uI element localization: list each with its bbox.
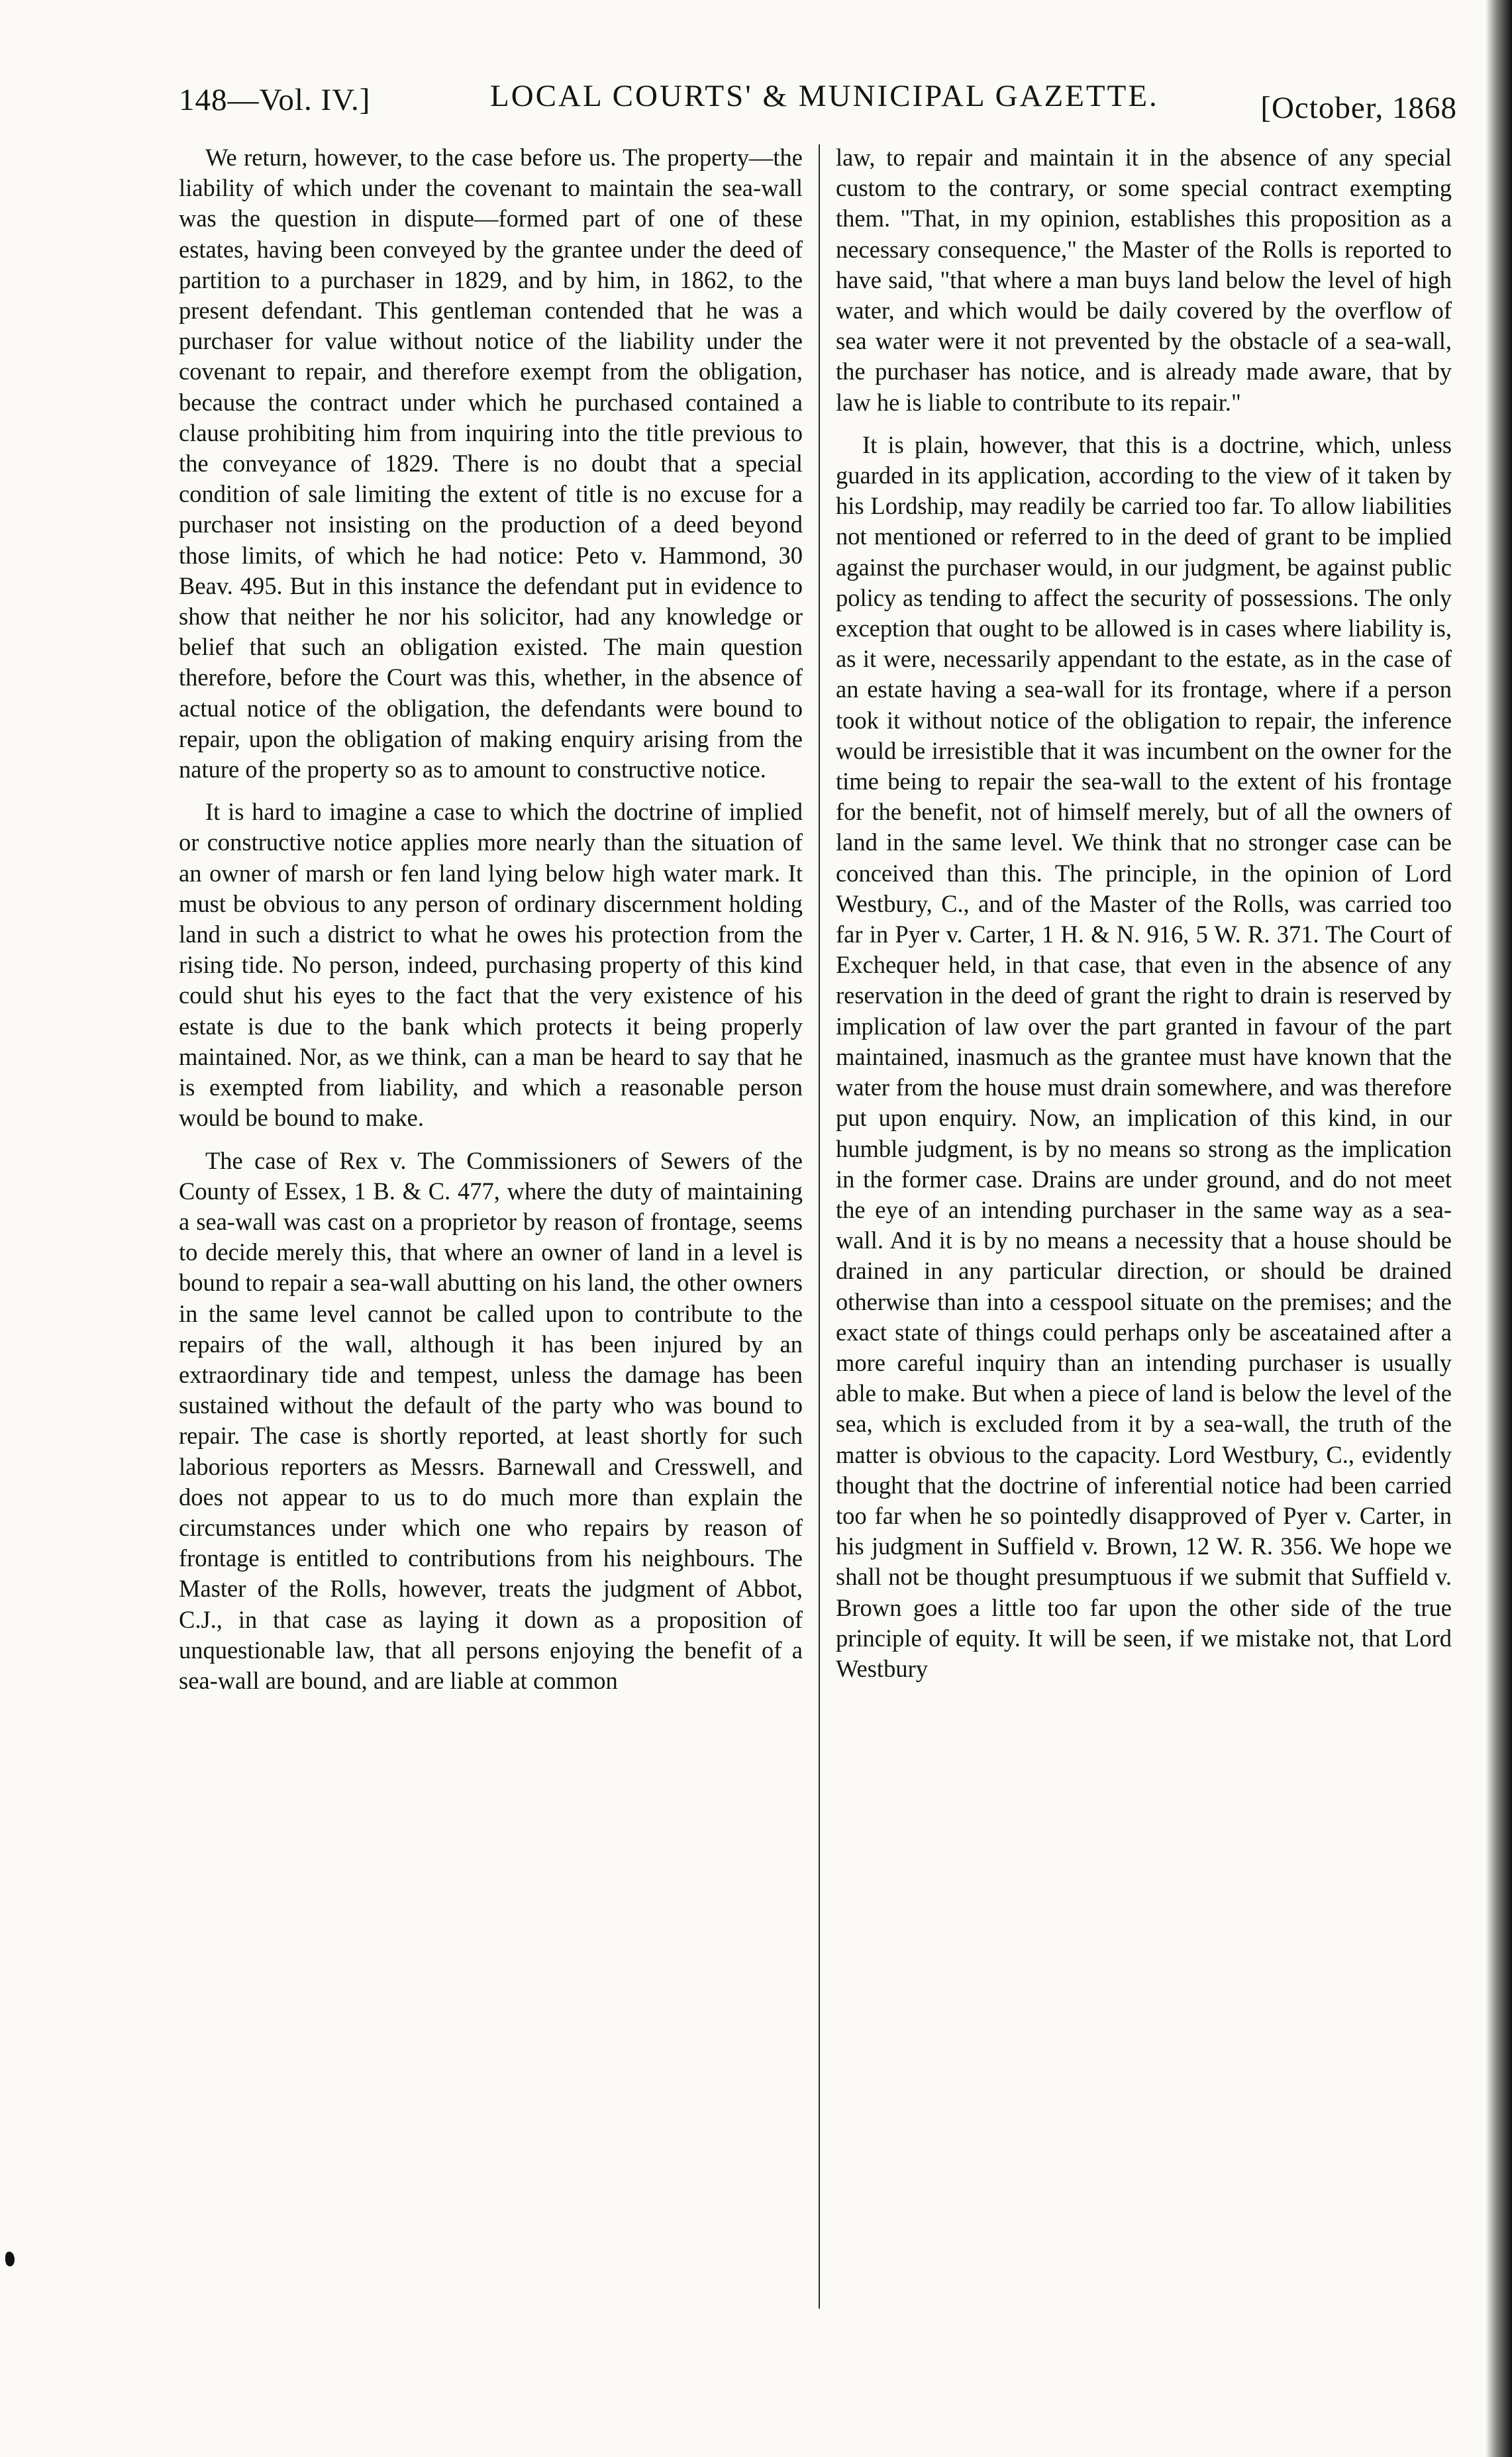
paragraph: It is plain, however, that this is a doctrine, which, unless guarded in its application, according to the view of it taken by his Lordship, may readily be carried too far. To allow liabilities not mentioned or referred to in the deed of grant to be implied against the purchaser would, in our judgment, be against public policy as tending to affect the security of possessions. The only exception that ought to be allowed is in cases where liability is, as it were, necessarily appendant to the estate, as in the case of an estate having a sea-wall for its frontage, where if a person took it without notice of the obligation to repair, the inference would be irresistible that it was incumbent on the owner for the time being to repair the sea-wall to the extent of his frontage for the benefit, not of himself merely, but of all the owners of land in the same level. We think that no stronger case can be conceived than this. The principle, in the opinion of Lord Westbury, C., and of the Master of the Rolls, was carried too far in Pyer v. Carter, 1 H. & N. 916, 5 W. R. 371. The Court of Exchequer held, in that case, that even in the absence of any reservation in the deed of grant the right to drain is reserved by implication of law over the part granted in favour of the part maintained, inasmuch as the grantee must have known that the water from the house must drain somewhere, and was therefore put upon enquiry. Now, an implication of this kind, in our humble judgment, is by no means so strong as the implication in the former case. Drains are under ground, and do not meet the eye of an intending purchaser in the same way as a sea-wall. And it is by no means a necessity that a house should be drained in any particular direction, or should be drained otherwise than into a cesspool situate on the premises; and the exact state of things could perhaps only be asceatained after a more careful inquiry than an intending purchaser is usually able to make. But when a piece of land is below the level of the sea, which is excluded from it by a sea-wall, the truth of the matter is obvious to the capacity. Lord Westbury, C., evidently thought that the doctrine of inferential notice had been carried too far when he so pointedly disapproved of Pyer v. Carter, in his judgment in Suffield v. Brown, 12 W. R. 356. We hope we shall not be thought presumptuous if we submit that Suffield v. Brown goes a little too far upon the other side of the true principle of equity. It will be seen, if we mistake not, that Lord Westbury (836, 430, 1452, 1682)
column-divider (819, 144, 820, 2309)
left-column (179, 142, 803, 1708)
issue-date: [October, 1868 (1260, 91, 1457, 125)
paragraph: We return, however, to the case before us. The property—the liability of which under the covenant to maintain the sea-wall was the question in dispute—formed part of one of these estates, having been conveyed by the grantee under the deed of partition to a purchaser in 1829, and by him, in 1862, to the present defendant. This gentleman contended that he was a purchaser for value without notice of the liability under the covenant to repair, and therefore exempt from the obligation, because the contract under which he purchased contained a clause prohibiting him from inquiring into the title previous to the conveyance of 1829. There is no doubt that a special condition of sale limiting the extent of title is no excuse for a purchaser not insisting on the production of a deed beyond those limits, of which he had notice: Peto v. Hammond, 30 Beav. 495. But in this instance the defendant put in evidence to show that neither he nor his solicitor, had any knowledge or belief that such an obligation existed. The main question therefore, before the Court was this, whether, in the absence of actual notice of the obligation, the defendants were bound to repair, upon the obligation of making enquiry arising from the nature of the property so as to amount to constructive notice. (179, 144, 803, 783)
ink-blot (5, 2252, 15, 2266)
paragraph: law, to repair and maintain it in the absence of any special custom to the contrary, or some special contract exempting them. "That, in my opinion, establishes this proposition as a necessary consequence," the Master of the Rolls is reported to have said, "that where a man buys land below the level of high water, and which would be daily covered by the overflow of sea water were it not prevented by the obstacle of a sea-wall, the purchaser has notice, and is already made aware, that by law he is liable to contribute to its repair." (836, 144, 1452, 416)
publication-title: LOCAL COURTS' & MUNICIPAL GAZETTE. (490, 79, 1159, 113)
paragraph: The case of Rex v. The Commissioners of Sewers of the County of Essex, 1 B. & C. 477, where the duty of maintaining a sea-wall was cast on a proprietor by reason of frontage, seems to decide merely this, that where an owner of land in a level is bound to repair a sea-wall abutting on his land, the other owners in the same level cannot be called upon to contribute to the repairs of the wall, although it has been injured by an extraordinary tide and tempest, unless the damage has been sustained without the default of the party who was bound to repair. The case is shortly reported, at least shortly for such laborious reporters as Messrs. Barnewall and Cresswell, and does not appear to us to do much more than explain the circumstances under which one who repairs by reason of frontage is entitled to contributions from his neighbours. The Master of the Rolls, however, treats the judgment of Abbot, C.J., in that case as laying it down as a proposition of unquestionable law, that all persons enjoying the benefit of a sea-wall are bound, and are liable at common (179, 1146, 803, 1694)
right-column (836, 142, 1452, 1696)
page-header (179, 74, 1457, 127)
page-edge-shadow (1486, 0, 1512, 2457)
paragraph: It is hard to imagine a case to which the doctrine of implied or constructive notice applies more nearly than the situation of an owner of marsh or fen land lying below high water mark. It must be obvious to any person of ordinary discernment holding land in such a district to what he owes his protection from the rising tide. No person, indeed, purchasing property of this kind could shut his eyes to the fact that the very existence of his estate is due to the bank which protects it being properly maintained. Nor, as we think, can a man be heard to say that he is exempted from liability, and which a reasonable person would be bound to make. (179, 798, 803, 1132)
page-volume-label: 148—Vol. IV.] (179, 83, 371, 117)
